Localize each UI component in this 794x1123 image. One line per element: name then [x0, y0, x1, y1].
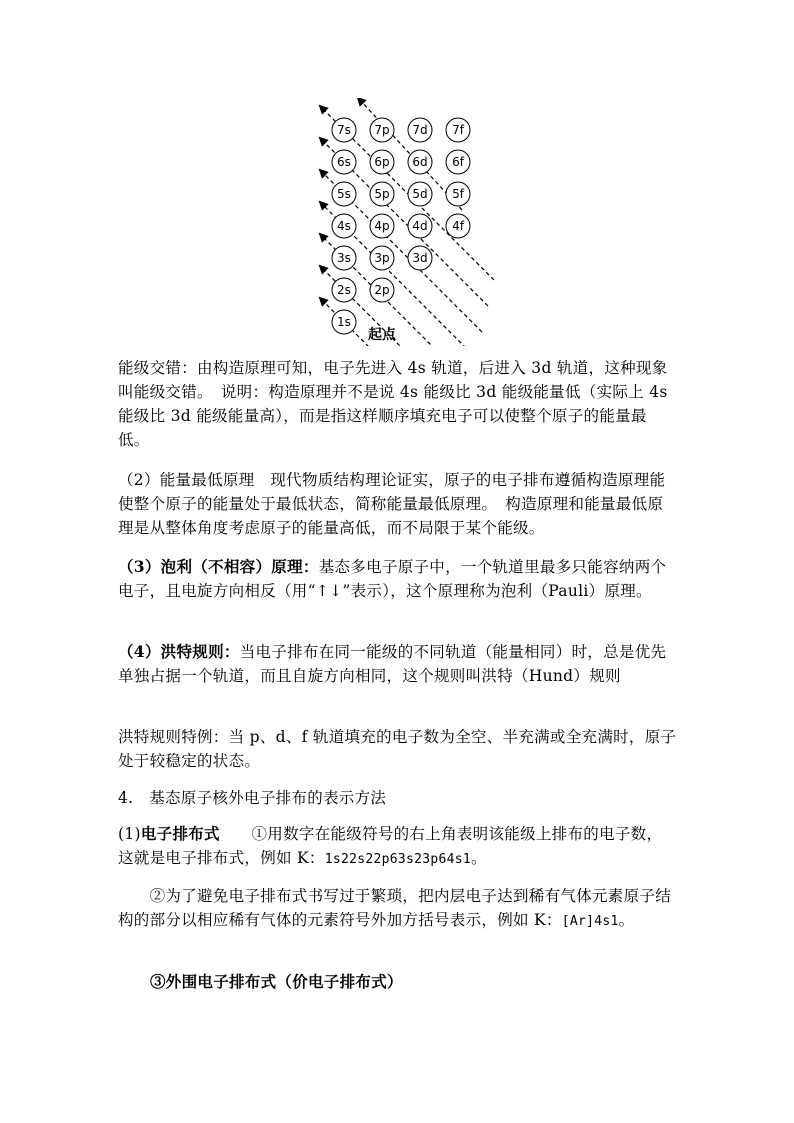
- paragraph-level-crossing: [118, 356, 678, 452]
- config-heading: 电子排布式: [140, 824, 220, 843]
- config-formula: 1s22s22p63s23p64s1: [324, 852, 471, 867]
- svg-text:5p: 5p: [374, 187, 390, 201]
- config-prefix: (1): [118, 825, 141, 843]
- orbital-6p: [370, 150, 394, 174]
- orbital-7s: [332, 118, 356, 142]
- pauli-text: 基态多电子原子中，一个轨道里最多只能容纳两个电子，且电旋方向相反（用“↑↓”表示），这个原理称为泡利（Pauli）原理。: [118, 558, 667, 600]
- orbital-5d: [408, 182, 432, 206]
- orbital-7f: [446, 118, 470, 142]
- svg-text:4p: 4p: [374, 219, 390, 233]
- noble-gas-formula: [Ar]4s1: [561, 914, 619, 929]
- orbital-4s: [332, 214, 356, 238]
- paragraph-pauli-principle: [118, 555, 678, 603]
- svg-text:6s: 6s: [337, 155, 351, 169]
- svg-text:4d: 4d: [412, 219, 428, 233]
- orbital-7p: [370, 118, 394, 142]
- orbital-4d: [408, 214, 432, 238]
- valence-heading: ③外围电子排布式（价电子排布式）: [150, 972, 403, 991]
- section-4-title: 4. 基态原子核外电子排布的表示方法: [118, 789, 387, 807]
- orbital-circles: [332, 118, 470, 334]
- paragraph-hund-rule: [118, 640, 678, 688]
- paragraph-valence-configuration: [150, 970, 710, 994]
- paragraph-noble-gas-notation: [118, 884, 678, 934]
- svg-text:1s: 1s: [337, 315, 351, 329]
- orbital-3p: [370, 246, 394, 270]
- orbital-2p: [370, 278, 394, 302]
- level-crossing-text: 能级交错：由构造原理可知，电子先进入 4s 轨道，后进入 3d 轨道，这种现象叫能级交错。: [118, 359, 668, 401]
- orbital-4f: [446, 214, 470, 238]
- svg-text:7f: 7f: [452, 123, 464, 137]
- svg-text:6d: 6d: [412, 155, 428, 169]
- svg-text:5f: 5f: [452, 187, 464, 201]
- orbital-3s: [332, 246, 356, 270]
- start-label: 起点: [368, 327, 396, 343]
- paragraph-electron-configuration: [118, 822, 678, 872]
- orbital-5p: [370, 182, 394, 206]
- svg-text:3p: 3p: [374, 251, 390, 265]
- orbital-6s: [332, 150, 356, 174]
- hund-heading: （4）洪特规则：: [118, 642, 240, 661]
- level-crossing-note: 说明：构造原理并不是说 4s 能级比 3d 能级能量低（实际上 4s 能级比 3d 能级能量高），而是指这样顺序填充电子可以使整个原子的能量最低。: [118, 383, 668, 449]
- svg-text:2s: 2s: [337, 283, 351, 297]
- orbital-5f: [446, 182, 470, 206]
- section-heading-4: [118, 786, 678, 810]
- svg-text:5d: 5d: [412, 187, 428, 201]
- svg-text:3d: 3d: [412, 251, 428, 265]
- lowest-energy-text: （2）能量最低原理 现代物质结构理论证实，原子的电子排布遵循构造原理能使整个原子的能量处于最低状态，简称能量最低原理。 构造原理和能量最低原理是从整体角度考虑原子的能量高低，而不局限于某个能级。: [118, 471, 666, 537]
- svg-text:4s: 4s: [337, 219, 351, 233]
- paragraph-lowest-energy-principle: [118, 468, 678, 540]
- config-text: ①用数字在能级符号的右上角表明该能级上排布的电子数，这就是电子排布式，例如 K：: [118, 825, 663, 867]
- svg-text:4f: 4f: [452, 219, 464, 233]
- config-end: 。: [471, 849, 487, 867]
- svg-text:7d: 7d: [412, 123, 428, 137]
- noble-gas-end: 。: [618, 911, 635, 929]
- orbital-6d: [408, 150, 432, 174]
- orbital-5s: [332, 182, 356, 206]
- svg-text:7s: 7s: [337, 123, 351, 137]
- noble-gas-text: ②为了避免电子排布式书写过于繁琐，把内层电子达到稀有气体元素原子结构的部分以相应稀有气体的元素符号外加方括号表示，例如 K：: [118, 887, 672, 929]
- orbital-3d: [408, 246, 432, 270]
- hund-text: 当电子排布在同一能级的不同轨道（能量相同）时，总是优先单独占据一个轨道，而且自旋方向相同，这个规则叫洪特（Hund）规则: [118, 643, 667, 685]
- orbital-2s: [332, 278, 356, 302]
- svg-text:6p: 6p: [374, 155, 390, 169]
- orbital-filling-diagram: [316, 98, 510, 346]
- paragraph-hund-exception: [118, 725, 678, 773]
- svg-text:7p: 7p: [374, 123, 390, 137]
- svg-text:3s: 3s: [337, 251, 351, 265]
- svg-text:6f: 6f: [452, 155, 464, 169]
- orbital-1s: [332, 310, 356, 334]
- svg-text:5s: 5s: [337, 187, 351, 201]
- orbital-7d: [408, 118, 432, 142]
- pauli-heading: （3）泡利（不相容）原理：: [118, 557, 319, 576]
- hund-exception-text: 洪特规则特例：当 p、d、f 轨道填充的电子数为全空、半充满或全充满时，原子处于较稳定的状态。: [118, 728, 677, 770]
- orbital-6f: [446, 150, 470, 174]
- orbital-4p: [370, 214, 394, 238]
- svg-text:2p: 2p: [374, 283, 390, 297]
